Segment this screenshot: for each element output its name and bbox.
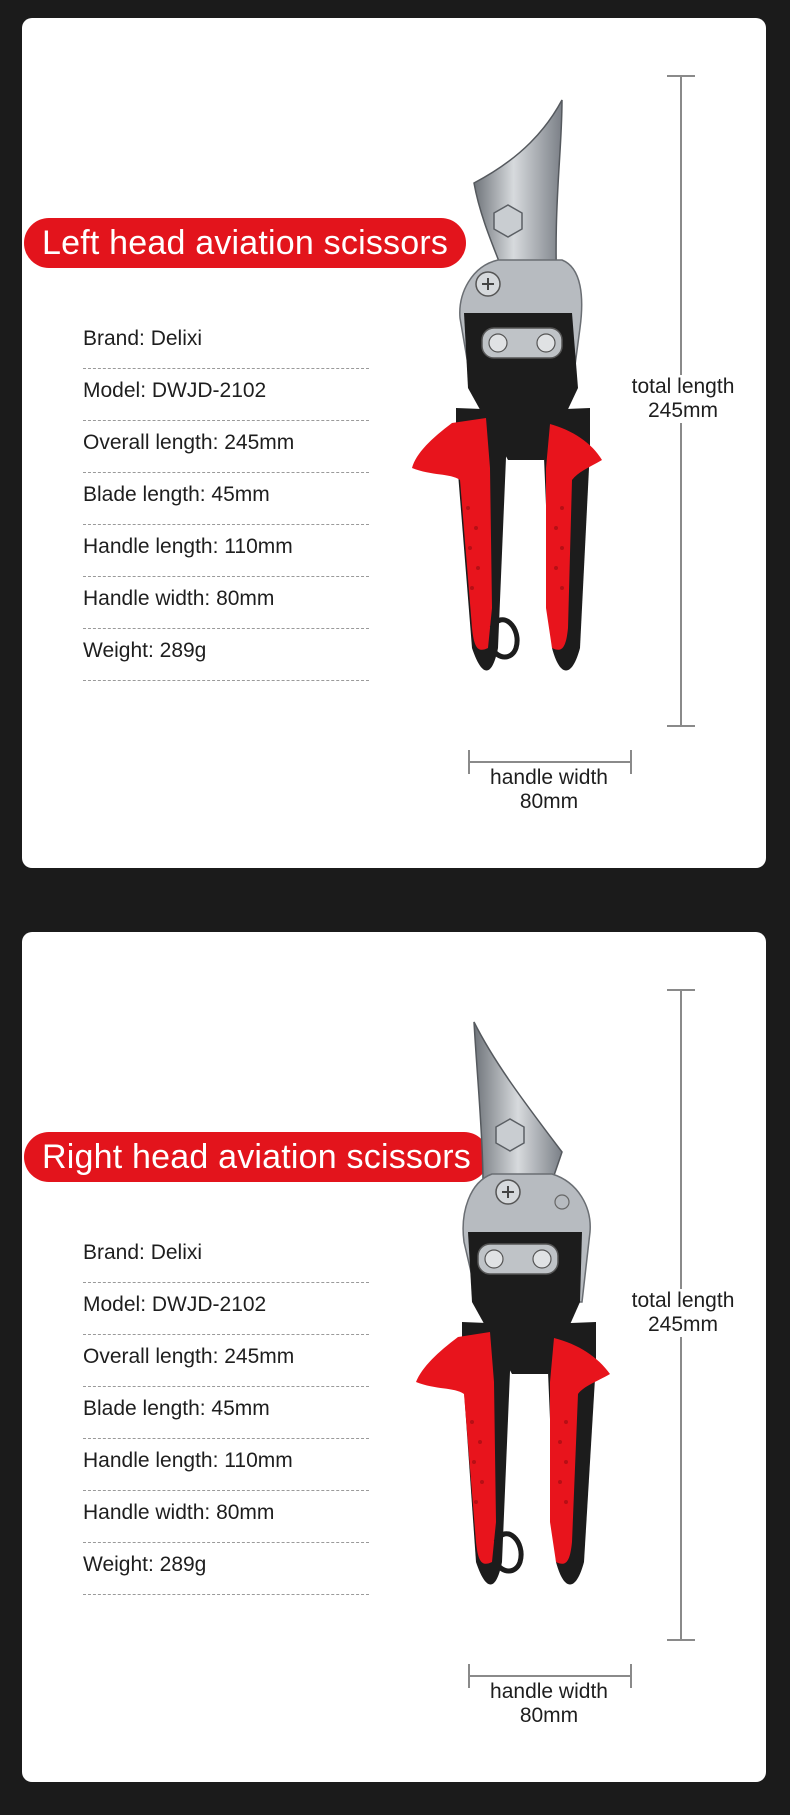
total-length-value: 245mm — [647, 1313, 719, 1336]
total-length-value: 245mm — [647, 399, 719, 422]
total-length-cap-top — [667, 989, 695, 991]
handle-width-annotation — [479, 1680, 619, 1728]
product-card-right — [22, 932, 766, 1782]
total-length-label: total length — [631, 375, 735, 398]
spec-list — [83, 1232, 369, 1595]
handle-width-cap-left — [468, 1664, 470, 1688]
handle-width-line — [468, 761, 630, 763]
handle-width-value: 80mm — [519, 790, 579, 813]
product-title: Right head aviation scissors — [24, 1132, 489, 1182]
handle-width-label: handle width — [490, 1680, 608, 1703]
spec-handle-width: Handle width: 80mm — [83, 1492, 369, 1543]
total-length-cap-bottom — [667, 725, 695, 727]
handle-width-line — [468, 1675, 630, 1677]
total-length-annotation — [618, 375, 748, 423]
spec-handle-length: Handle length: 110mm — [83, 1440, 369, 1491]
handle-width-cap-left — [468, 750, 470, 774]
spec-weight: Weight: 289g — [83, 630, 369, 681]
product-title: Left head aviation scissors — [24, 218, 466, 268]
spec-model: Model: DWJD-2102 — [83, 370, 369, 421]
aviation-scissors-left-icon — [412, 88, 642, 748]
handle-width-annotation — [479, 766, 619, 814]
spec-overall-length: Overall length: 245mm — [83, 422, 369, 473]
spec-brand: Brand: Delixi — [83, 318, 369, 369]
spec-blade-length: Blade length: 45mm — [83, 474, 369, 525]
spec-handle-length: Handle length: 110mm — [83, 526, 369, 577]
spec-weight: Weight: 289g — [83, 1544, 369, 1595]
total-length-cap-bottom — [667, 1639, 695, 1641]
aviation-scissors-right-icon — [412, 1002, 642, 1662]
product-card-left — [22, 18, 766, 868]
spec-overall-length: Overall length: 245mm — [83, 1336, 369, 1387]
total-length-cap-top — [667, 75, 695, 77]
handle-width-cap-right — [630, 1664, 632, 1688]
spec-brand: Brand: Delixi — [83, 1232, 369, 1283]
handle-width-cap-right — [630, 750, 632, 774]
spec-list — [83, 318, 369, 681]
spec-blade-length: Blade length: 45mm — [83, 1388, 369, 1439]
spec-model: Model: DWJD-2102 — [83, 1284, 369, 1335]
spec-handle-width: Handle width: 80mm — [83, 578, 369, 629]
handle-width-value: 80mm — [519, 1704, 579, 1727]
total-length-label: total length — [631, 1289, 735, 1312]
total-length-annotation — [618, 1289, 748, 1337]
handle-width-label: handle width — [490, 766, 608, 789]
